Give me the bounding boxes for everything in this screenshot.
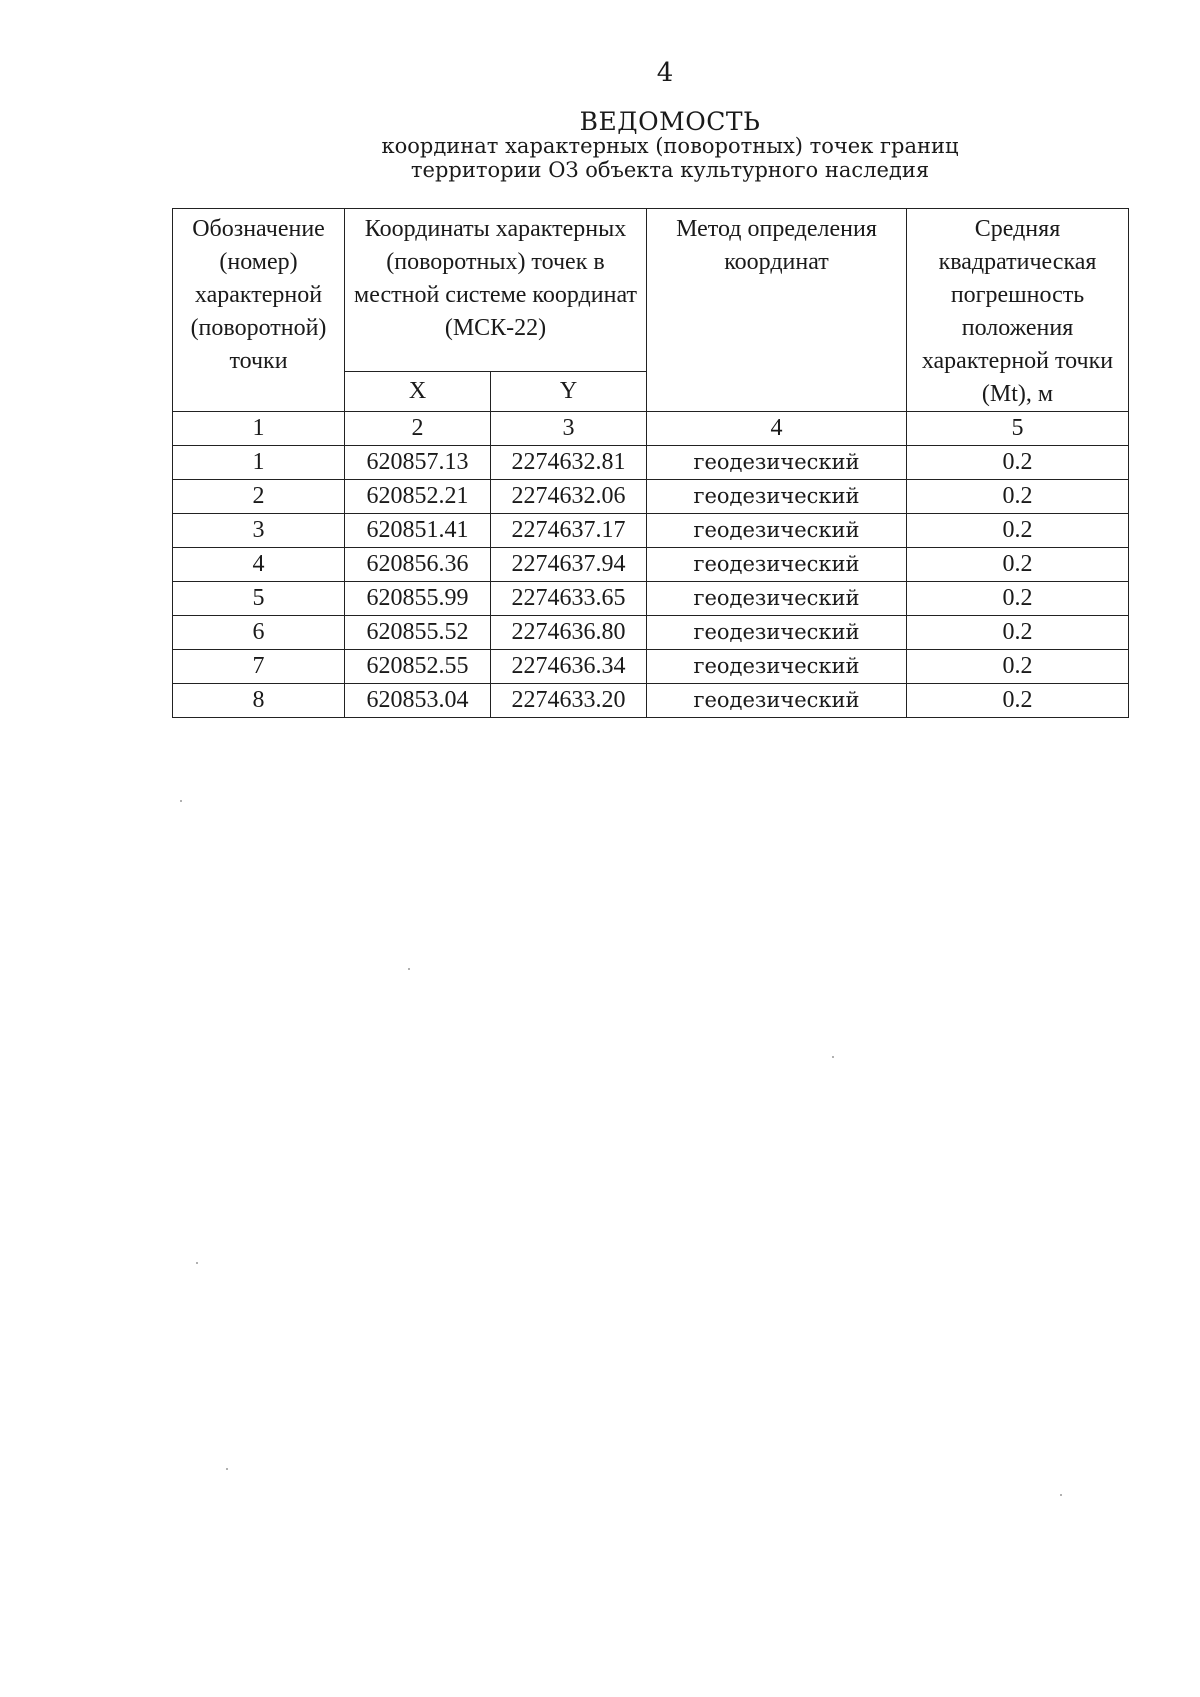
table-row — [173, 446, 1129, 480]
cell-point: 3 — [173, 514, 345, 548]
cell-y: 2274632.06 — [491, 480, 647, 514]
cell-error: 0.2 — [907, 446, 1129, 480]
cell-point: 5 — [173, 582, 345, 616]
column-number: 3 — [491, 412, 647, 446]
title-line-2: территории ОЗ объекта культурного наследия — [410, 158, 930, 182]
cell-x: 620853.04 — [345, 684, 491, 718]
page-number: 4 — [656, 58, 674, 88]
scan-speck — [408, 968, 410, 970]
cell-method: геодезический — [647, 582, 907, 616]
cell-error: 0.2 — [907, 650, 1129, 684]
cell-x: 620857.13 — [345, 446, 491, 480]
cell-y: 2274636.80 — [491, 616, 647, 650]
cell-method: геодезический — [647, 548, 907, 582]
header-x: X — [345, 371, 491, 411]
table-row — [173, 616, 1129, 650]
cell-y: 2274633.20 — [491, 684, 647, 718]
table-row — [173, 684, 1129, 718]
cell-y: 2274632.81 — [491, 446, 647, 480]
cell-error: 0.2 — [907, 548, 1129, 582]
cell-point: 4 — [173, 548, 345, 582]
table-row — [173, 650, 1129, 684]
cell-y: 2274636.34 — [491, 650, 647, 684]
header-error: Средняя квадратическая погрешность положения характерной точки (Mt), м — [907, 209, 1129, 412]
scan-speck — [196, 1262, 198, 1264]
cell-error: 0.2 — [907, 514, 1129, 548]
table-row — [173, 480, 1129, 514]
cell-error: 0.2 — [907, 616, 1129, 650]
title-main: ВЕДОМОСТЬ — [579, 107, 761, 136]
cell-y: 2274637.17 — [491, 514, 647, 548]
cell-point: 2 — [173, 480, 345, 514]
cell-point: 1 — [173, 446, 345, 480]
cell-error: 0.2 — [907, 582, 1129, 616]
cell-method: геодезический — [647, 616, 907, 650]
header-coords: Координаты характерных (поворотных) точек в местной системе координат (МСК-22) — [345, 209, 647, 372]
cell-x: 620852.55 — [345, 650, 491, 684]
cell-method: геодезический — [647, 514, 907, 548]
cell-x: 620856.36 — [345, 548, 491, 582]
scan-speck — [180, 800, 182, 802]
cell-error: 0.2 — [907, 684, 1129, 718]
scan-speck — [226, 1468, 228, 1470]
cell-x: 620855.99 — [345, 582, 491, 616]
column-number: 4 — [647, 412, 907, 446]
scan-speck — [832, 1056, 834, 1058]
title-line-1: координат характерных (поворотных) точек границ — [381, 134, 959, 158]
table-row — [173, 514, 1129, 548]
column-numbers-row — [173, 412, 1129, 446]
cell-x: 620855.52 — [345, 616, 491, 650]
cell-point: 6 — [173, 616, 345, 650]
cell-method: геодезический — [647, 684, 907, 718]
header-method: Метод определения координат — [647, 209, 907, 412]
cell-x: 620852.21 — [345, 480, 491, 514]
table-row — [173, 548, 1129, 582]
cell-error: 0.2 — [907, 480, 1129, 514]
cell-method: геодезический — [647, 480, 907, 514]
cell-point: 7 — [173, 650, 345, 684]
document-title — [330, 107, 1010, 182]
cell-method: геодезический — [647, 650, 907, 684]
header-y: Y — [491, 371, 647, 411]
cell-y: 2274637.94 — [491, 548, 647, 582]
table-row — [173, 582, 1129, 616]
cell-x: 620851.41 — [345, 514, 491, 548]
scan-speck — [1060, 1494, 1062, 1496]
column-number: 5 — [907, 412, 1129, 446]
coordinates-table — [172, 208, 1129, 718]
header-point: Обозначение (номер) характерной (поворотной) точки — [173, 209, 345, 412]
column-number: 2 — [345, 412, 491, 446]
column-number: 1 — [173, 412, 345, 446]
cell-point: 8 — [173, 684, 345, 718]
cell-y: 2274633.65 — [491, 582, 647, 616]
cell-method: геодезический — [647, 446, 907, 480]
